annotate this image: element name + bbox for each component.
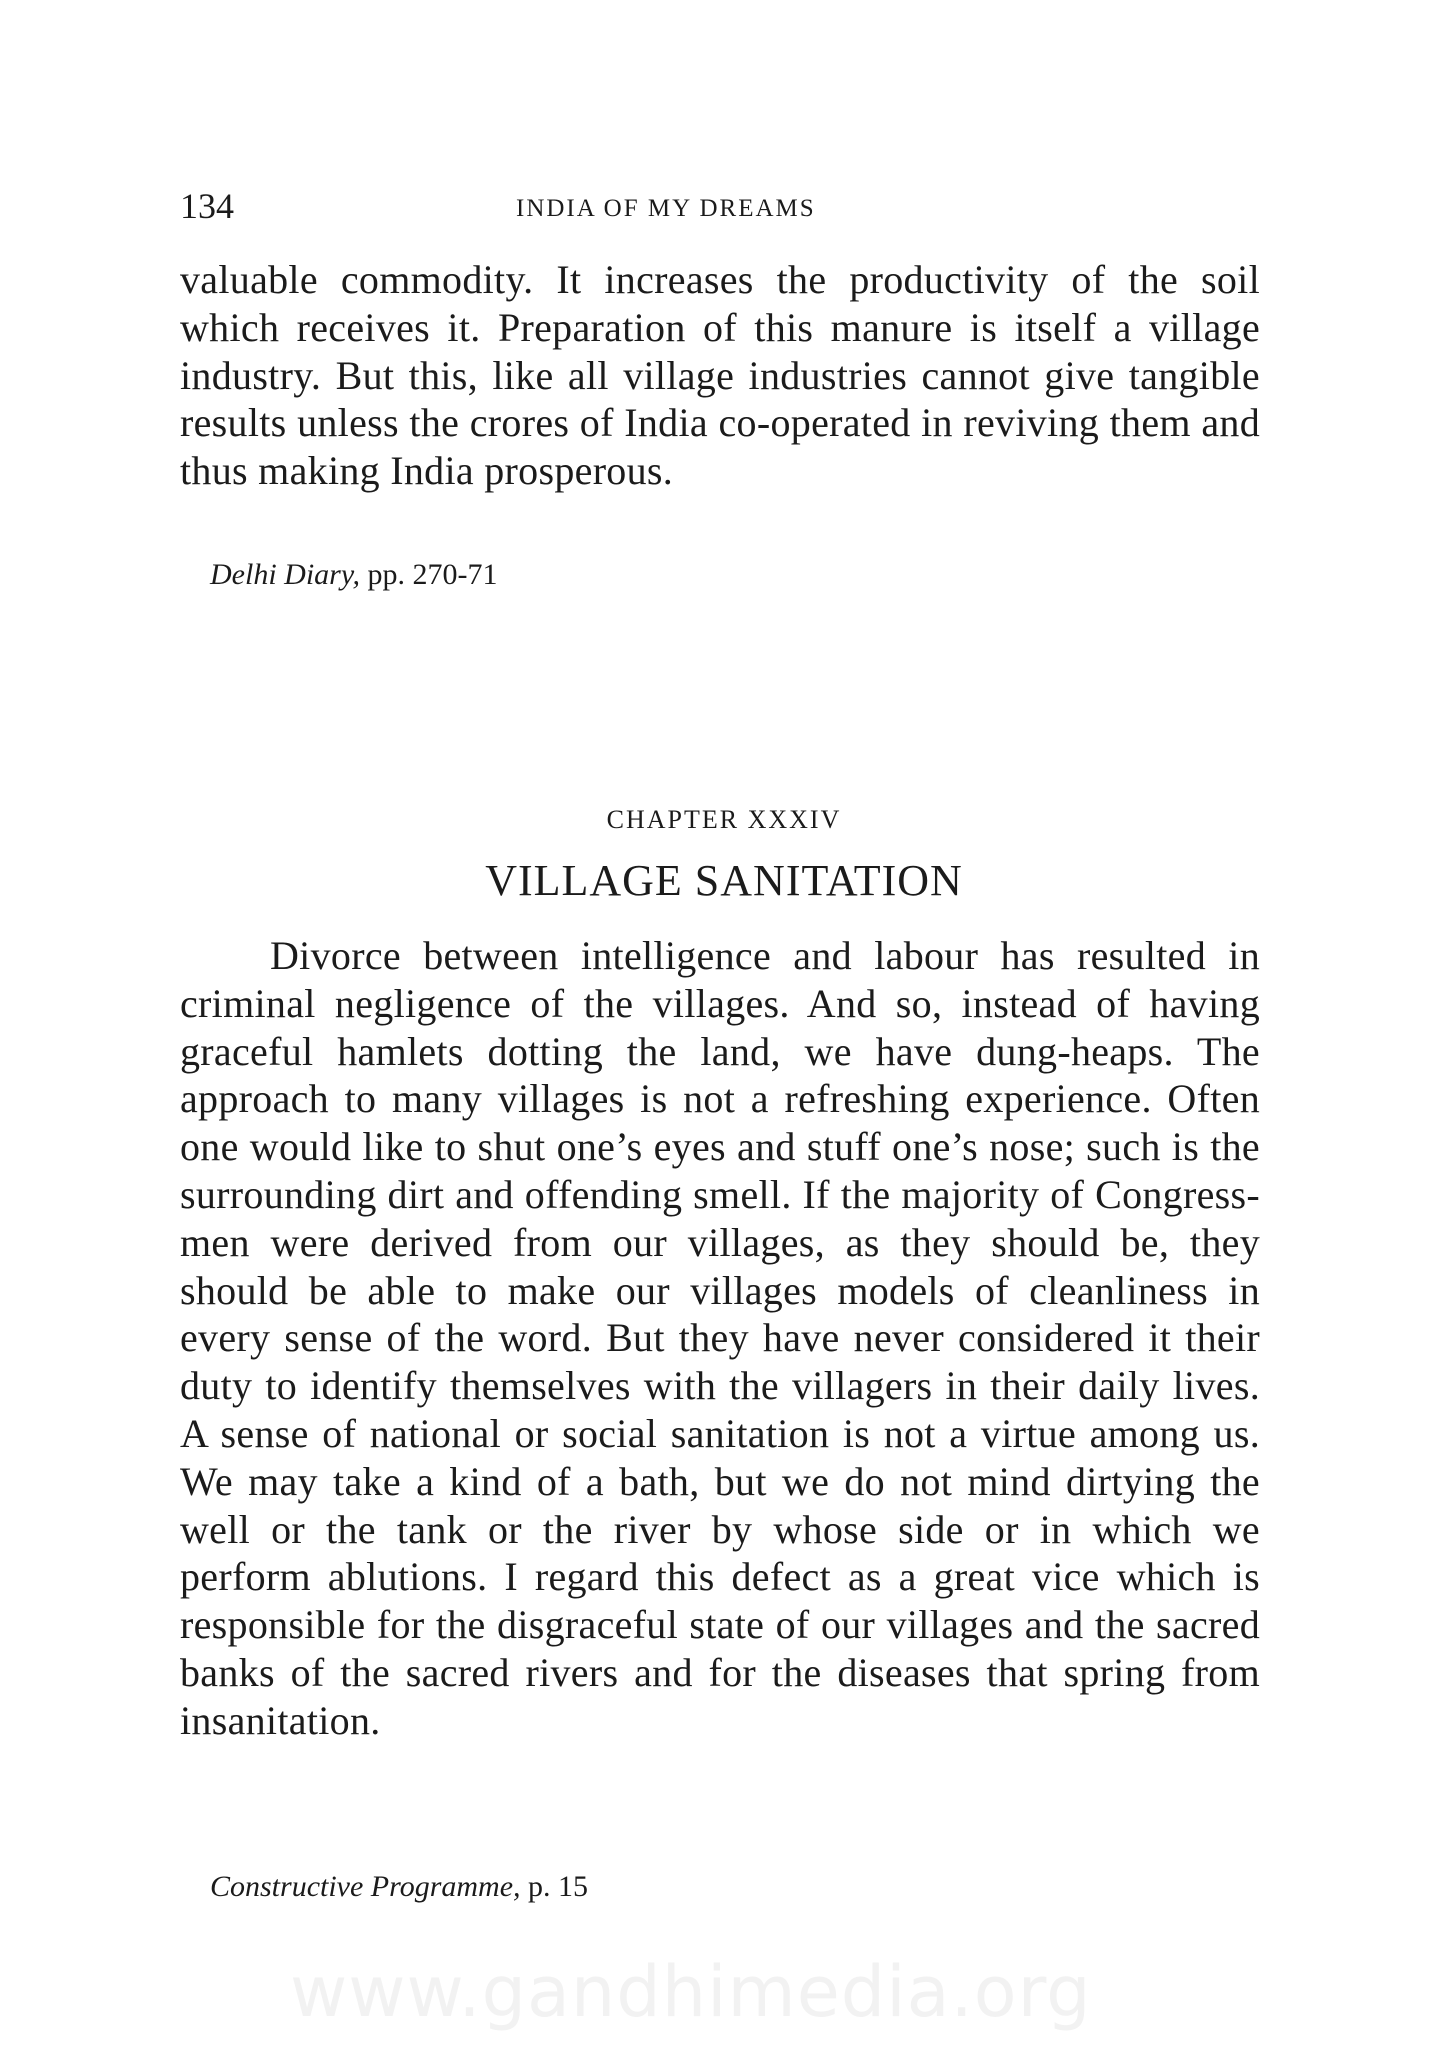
page-number: 134 xyxy=(180,186,234,226)
citation-delhi-diary xyxy=(210,557,498,593)
citation-pages: pp. 270-71 xyxy=(367,558,498,591)
chapter-title: VILLAGE SANITATION xyxy=(485,856,963,905)
citation-source: Constructive Programme, xyxy=(210,1870,521,1903)
chapter-body-paragraph: Divorce between intelligence and labour has resulted in criminal negligence of the villages. And so, instead of having graceful hamlets dotting the land, we have dung-heaps. The approach to many villages is not a refreshing experience. Often one would like to shut one’s eyes and stuff one’s nose; such is the surrounding dirt and offending smell. If the majority of Congress-men were derived from our villages, as they should be, they should be able to make our villages models of cleanliness in every sense of the word. But they have never considered it their duty to identify themselves with the villagers in their daily lives. A sense of national or social sanitation is not a virtue among us. We may take a kind of a bath, but we do not mind dirtying the well or the tank or the river by whose side or in which we perform ablutions. I regard this defect as a great vice which is responsible for the disgraceful state of our villages and the sacred banks of the sacred rivers and for the diseases that spring from insanitation. xyxy=(180,933,1260,1743)
citation-pages: p. 15 xyxy=(528,1870,589,1903)
continued-paragraph: valuable commodity. It increases the productivity of the soil which receives it. Preparation of this manure is itself a village industry. But this, like all village industries cannot give tangible results unless the crores of India co-operated in reviving them and thus making India prosperous. xyxy=(180,257,1260,494)
running-head-title: INDIA OF MY DREAMS xyxy=(516,195,816,222)
watermark: www.gandhimedia.org xyxy=(290,1951,1092,2033)
chapter-label: CHAPTER XXXIV xyxy=(606,805,842,834)
citation-constructive-programme xyxy=(210,1869,588,1905)
citation-source: Delhi Diary, xyxy=(210,558,360,591)
